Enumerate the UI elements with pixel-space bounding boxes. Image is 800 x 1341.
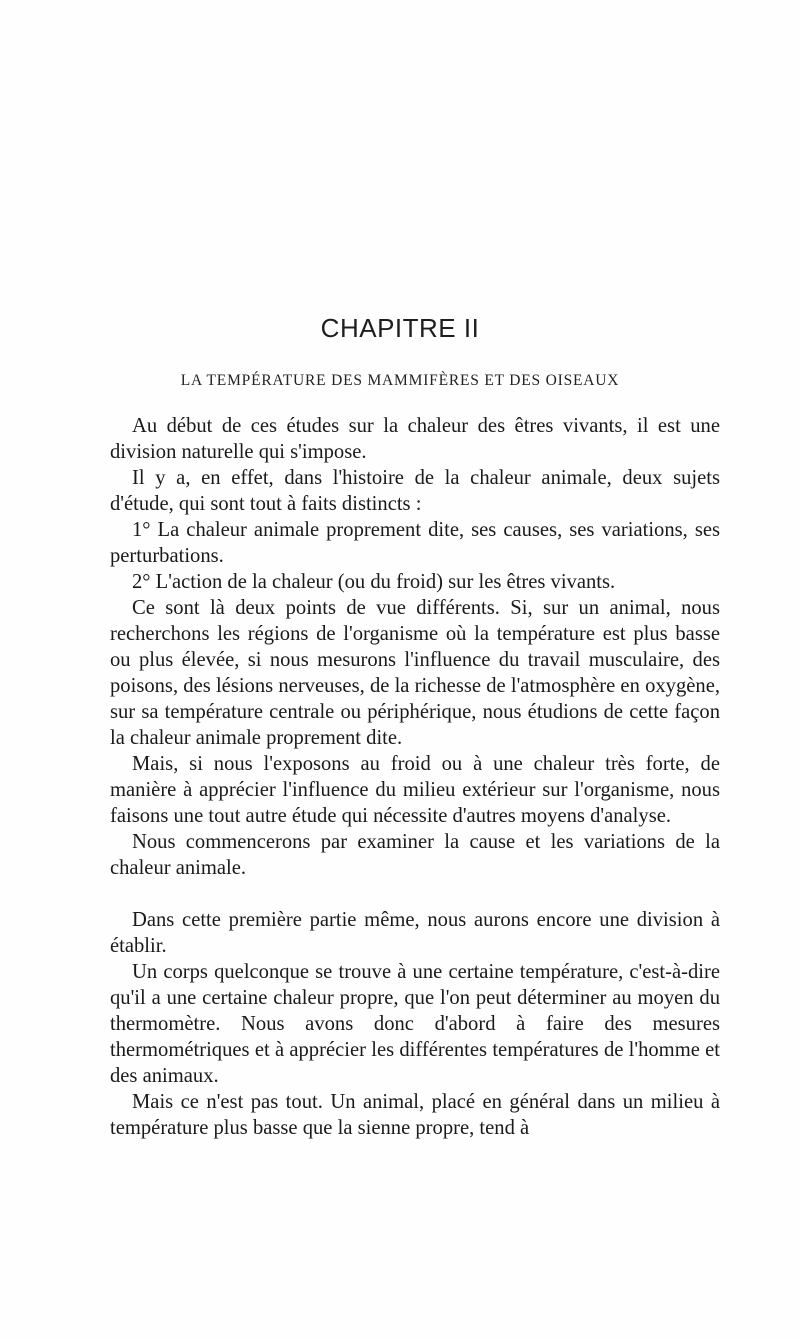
paragraph: Un corps quelconque se trouve à une certaine température, c'est-à-dire qu'il a une certaine chaleur propre, que l'on peut déterminer au moyen du thermomètre. Nous avons donc d'abord à faire des mesures thermométriques et à apprécier les différentes températures de l'homme et des animaux. bbox=[110, 961, 720, 1087]
paragraph: Ce sont là deux points de vue différents. Si, sur un animal, nous recherchons les régions de l'organisme où la température est plus basse ou plus élevée, si nous mesurons l'influence du travail musculaire, des poisons, des lésions nerveuses, de la richesse de l'atmosphère en oxygène, sur sa température centrale ou périphérique, nous étudions de cette façon la chaleur animale proprement dite. bbox=[110, 597, 720, 749]
paragraph: Au début de ces études sur la chaleur des êtres vivants, il est une division naturelle qui s'impose. bbox=[110, 415, 720, 463]
paragraph: Il y a, en effet, dans l'histoire de la chaleur animale, deux sujets d'étude, qui sont tout à faits distincts : bbox=[110, 467, 720, 515]
section-title: LA TEMPÉRATURE DES MAMMIFÈRES ET DES OISEAUX bbox=[180, 372, 620, 389]
paragraph: Mais ce n'est pas tout. Un animal, placé en général dans un milieu à température plus basse que la sienne propre, tend à bbox=[110, 1091, 720, 1139]
chapter-title: CHAPITRE II bbox=[320, 313, 480, 343]
body-text bbox=[110, 413, 720, 1141]
paragraph: Dans cette première partie même, nous aurons encore une division à établir. bbox=[110, 909, 720, 957]
paragraph: Nous commencerons par examiner la cause et les variations de la chaleur animale. bbox=[110, 831, 720, 879]
paragraph: Mais, si nous l'exposons au froid ou à une chaleur très forte, de manière à apprécier l'influence du milieu extérieur sur l'organisme, nous faisons une tout autre étude qui nécessite d'autres moyens d'analyse. bbox=[110, 753, 720, 827]
paragraph: 1° La chaleur animale proprement dite, ses causes, ses variations, ses perturbations. bbox=[110, 519, 720, 567]
paragraph: 2° L'action de la chaleur (ou du froid) sur les êtres vivants. bbox=[132, 571, 616, 593]
